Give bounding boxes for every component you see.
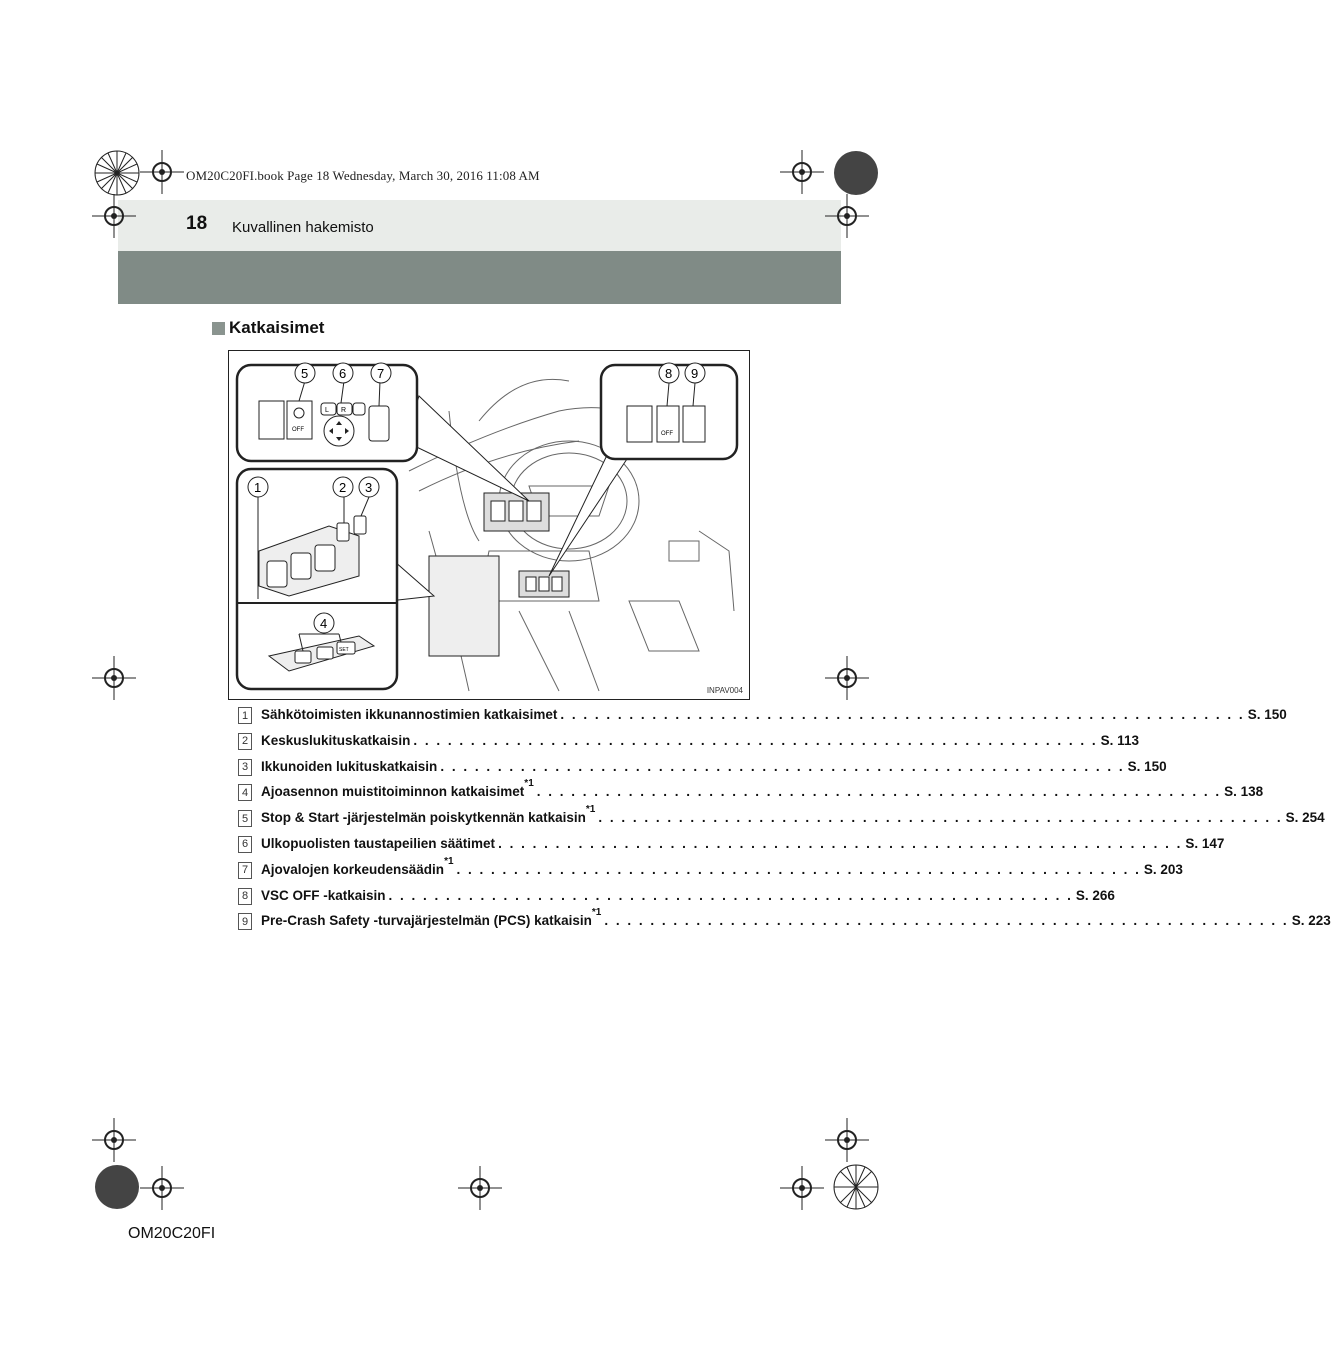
page-reference: S. 203 <box>1143 861 1183 877</box>
page-number: 18 <box>186 213 208 234</box>
heading-text: Katkaisimet <box>229 318 325 337</box>
svg-text:1: 1 <box>254 480 262 495</box>
svg-text:2: 2 <box>339 480 347 495</box>
item-text <box>261 759 1128 774</box>
item-number: 2 <box>238 733 252 750</box>
leader-dots: . . . . . . . . . . . . . . . . . . . . . . . . . . . . . . . . . . . . . . . . . . . . . . . . . . . . . . . . . . . . <box>440 758 1125 774</box>
svg-text:9: 9 <box>691 366 699 381</box>
page-reference: S. 254 <box>1285 810 1325 826</box>
crosshair-icon <box>92 194 136 238</box>
svg-text:4: 4 <box>320 616 328 631</box>
header-top-band <box>118 200 841 251</box>
item-label: Ajovalojen korkeudensäädin <box>261 861 445 877</box>
item-label: VSC OFF -katkaisin <box>261 887 386 903</box>
crosshair-icon <box>458 1166 502 1210</box>
fig-label-off-1: OFF <box>292 427 304 433</box>
list-item <box>238 732 1139 759</box>
list-item <box>238 907 1331 939</box>
page-reference: S. 113 <box>1100 732 1139 748</box>
callout-2 <box>333 477 353 497</box>
item-text <box>261 836 1185 851</box>
item-text <box>261 907 1292 929</box>
switch-list <box>238 707 1331 939</box>
svg-text:8: 8 <box>665 366 673 381</box>
callout-5 <box>295 363 315 383</box>
crosshair-icon <box>140 150 184 194</box>
list-item <box>238 855 1183 888</box>
crosshair-icon <box>825 194 869 238</box>
item-label: Sähkötoimisten ikkunannostimien katkaisimet <box>261 707 558 722</box>
leader-dots: . . . . . . . . . . . . . . . . . . . . . . . . . . . . . . . . . . . . . . . . . . . . . . . . . . . . . . . . . . . . <box>456 861 1141 877</box>
item-text <box>261 804 1286 826</box>
fig-label-l: L <box>325 407 329 414</box>
page-reference: S. 150 <box>1127 758 1167 774</box>
crosshair-icon <box>825 656 869 700</box>
svg-text:3: 3 <box>365 480 373 495</box>
item-number: 7 <box>238 862 252 879</box>
item-number: 3 <box>238 759 252 776</box>
page-reference: S. 138 <box>1224 784 1264 800</box>
svg-text:7: 7 <box>377 366 385 381</box>
crosshair-icon <box>825 1118 869 1162</box>
leader-dots: . . . . . . . . . . . . . . . . . . . . . . . . . . . . . . . . . . . . . . . . . . . . . . . . . . . . . . . . . . . . <box>413 732 1098 748</box>
item-footnote-mark: *1 <box>444 855 454 867</box>
section-title: Kuvallinen hakemisto <box>232 219 374 236</box>
book-info-line: OM20C20FI.book Page 18 Wednesday, March 30, 2016 11:08 AM <box>186 168 540 183</box>
list-item <box>238 835 1225 862</box>
crosshair-icon <box>780 150 824 194</box>
callout-3 <box>359 477 379 497</box>
item-label: Keskuslukituskatkaisin <box>261 732 411 748</box>
callout-6 <box>333 363 353 383</box>
crosshair-icon <box>92 1118 136 1162</box>
list-item <box>238 758 1167 785</box>
callout-7 <box>371 363 391 383</box>
item-label: Ulkopuolisten taustapeilien säätimet <box>261 835 496 851</box>
leader-dots: . . . . . . . . . . . . . . . . . . . . . . . . . . . . . . . . . . . . . . . . . . . . . . . . . . . . . . . . . . . . <box>536 784 1222 800</box>
footer-manual-code: OM20C20FI <box>128 1225 216 1242</box>
callout-4 <box>314 613 334 633</box>
item-footnote-mark: *1 <box>591 907 602 919</box>
item-label: Pre-Crash Safety -turvajärjestelmän (PCS) katkaisin <box>261 913 592 929</box>
item-number: 1 <box>238 707 252 724</box>
page-reference: S. 223 <box>1291 913 1331 929</box>
fig-label-r: R <box>341 407 347 414</box>
item-number: 6 <box>238 836 252 853</box>
list-item <box>238 778 1264 810</box>
item-text <box>261 733 1101 748</box>
svg-text:5: 5 <box>301 366 309 381</box>
registration-mark-icon <box>90 146 144 200</box>
item-number: 8 <box>238 888 252 905</box>
leader-dots: . . . . . . . . . . . . . . . . . . . . . . . . . . . . . . . . . . . . . . . . . . . . . . . . . . . . . . . . . . . . <box>598 810 1283 826</box>
registration-mark-icon <box>829 146 883 200</box>
crosshair-icon <box>140 1166 184 1210</box>
page-reference: S. 147 <box>1185 835 1225 851</box>
leader-dots: . . . . . . . . . . . . . . . . . . . . . . . . . . . . . . . . . . . . . . . . . . . . . . . . . . . . . . . . . . . . <box>560 707 1245 722</box>
fig-label-off-2: OFF <box>661 431 673 437</box>
item-text <box>261 855 1144 877</box>
list-item <box>238 887 1115 914</box>
crosshair-icon <box>92 656 136 700</box>
switches-illustration <box>228 350 750 700</box>
list-item <box>238 707 1287 733</box>
leader-dots: . . . . . . . . . . . . . . . . . . . . . . . . . . . . . . . . . . . . . . . . . . . . . . . . . . . . . . . . . . . . <box>604 913 1289 929</box>
registration-mark-icon <box>90 1160 144 1214</box>
registration-mark-icon <box>829 1160 883 1214</box>
svg-text:6: 6 <box>339 366 347 381</box>
list-item <box>238 804 1325 836</box>
item-text <box>261 778 1224 800</box>
fig-label-set: SET <box>339 647 349 653</box>
crosshair-icon <box>780 1166 824 1210</box>
item-text <box>261 707 1248 722</box>
callout-8 <box>659 363 679 383</box>
figure-code: INPAV004 <box>706 686 743 695</box>
item-number: 4 <box>238 784 252 801</box>
item-label: Stop & Start -järjestelmän poiskytkennän katkaisin <box>261 810 586 826</box>
item-footnote-mark: *1 <box>524 778 534 790</box>
heading-square-icon <box>212 322 225 335</box>
leader-dots: . . . . . . . . . . . . . . . . . . . . . . . . . . . . . . . . . . . . . . . . . . . . . . . . . . . . . . . . . . . . <box>388 887 1073 903</box>
callout-9 <box>685 363 705 383</box>
item-number: 5 <box>238 810 252 827</box>
item-footnote-mark: *1 <box>585 804 596 816</box>
item-label: Ajoasennon muistitoiminnon katkaisimet <box>261 784 525 800</box>
callout-1 <box>248 477 268 497</box>
page-reference: S. 266 <box>1075 887 1115 903</box>
section-heading <box>212 318 324 338</box>
page-reference: S. 150 <box>1247 707 1287 722</box>
item-text <box>261 888 1076 903</box>
item-label: Ikkunoiden lukituskatkaisin <box>261 758 438 774</box>
item-number: 9 <box>238 913 252 930</box>
header-band <box>118 251 841 304</box>
dashboard-drawing <box>229 351 749 699</box>
leader-dots: . . . . . . . . . . . . . . . . . . . . . . . . . . . . . . . . . . . . . . . . . . . . . . . . . . . . . . . . . . . . <box>498 835 1183 851</box>
